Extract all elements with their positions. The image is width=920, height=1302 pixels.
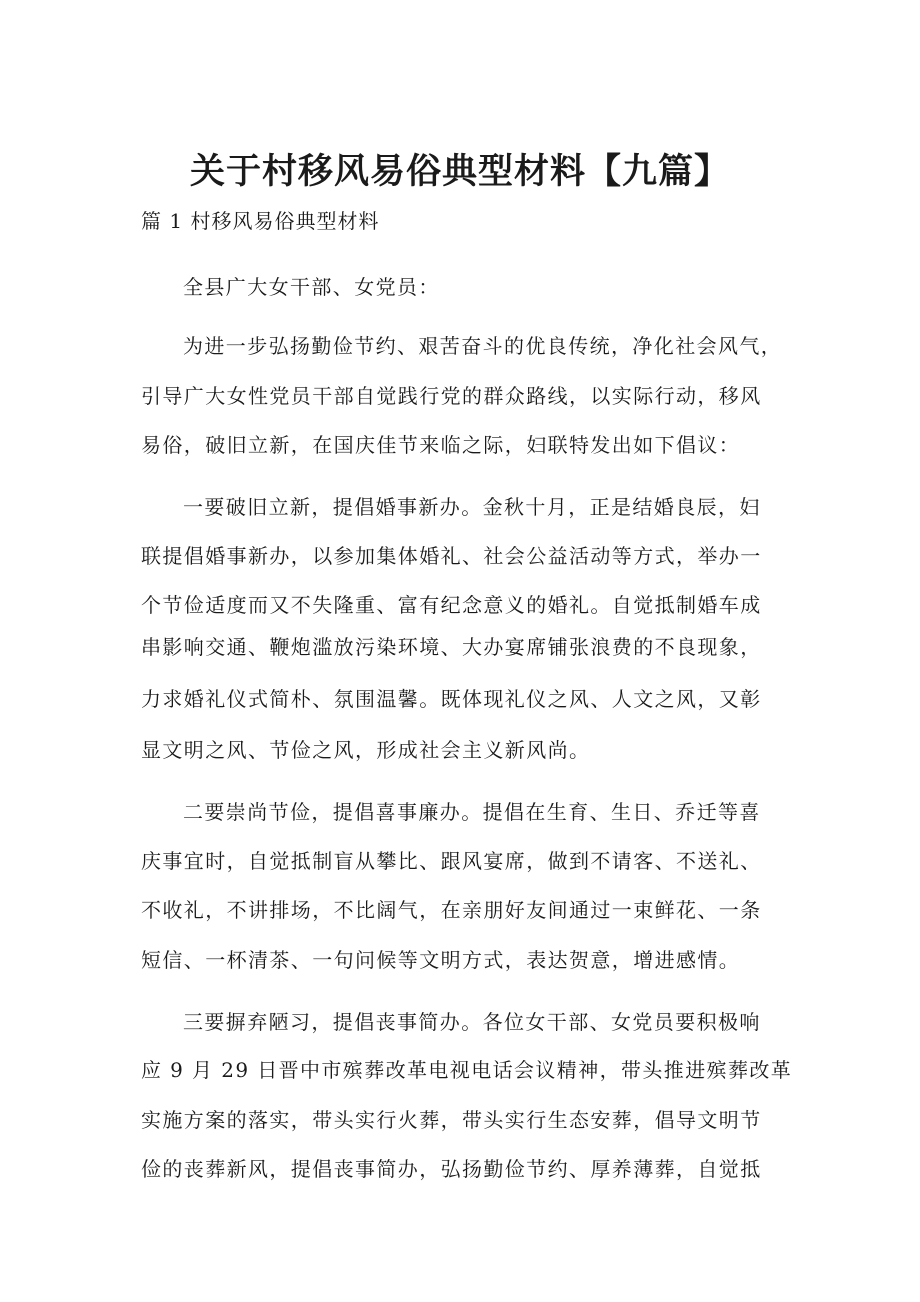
paragraph-line: 应 9 月 29 日晋中市殡葬改革电视电话会议精神，带头推进殡葬改革 <box>141 1058 793 1082</box>
paragraph-line: 联提倡婚事新办，以参加集体婚礼、社会公益活动等方式，举办一 <box>141 544 762 568</box>
paragraph-line: 力求婚礼仪式简朴、氛围温馨。既体现礼仪之风、人文之风，又彰 <box>141 687 762 711</box>
paragraph-line: 三要摒弃陋习，提倡丧事简办。各位女干部、女党员要积极响 <box>183 1010 761 1034</box>
document-title: 关于村移风易俗典型材料【九篇】 <box>189 151 730 192</box>
paragraph-line: 实施方案的落实，带头实行火葬，带头实行生态安葬，倡导文明节 <box>141 1108 762 1132</box>
paragraph-line: 个节俭适度而又不失隆重、富有纪念意义的婚礼。自觉抵制婚车成 <box>141 593 762 617</box>
paragraph-line: 不收礼，不讲排场，不比阔气，在亲朋好友间通过一束鲜花、一条 <box>141 898 762 922</box>
paragraph-line: 俭的丧葬新风，提倡丧事简办，弘扬勤俭节约、厚养薄葬，自觉抵 <box>141 1157 762 1181</box>
paragraph-line: 易俗，破旧立新，在国庆佳节来临之际，妇联特发出如下倡议： <box>141 433 741 457</box>
paragraph-line: 一要破旧立新，提倡婚事新办。金秋十月，正是结婚良辰，妇 <box>183 495 761 519</box>
paragraph-line: 庆事宜时，自觉抵制盲从攀比、跟风宴席，做到不请客、不送礼、 <box>141 849 762 873</box>
paragraph-line: 引导广大女性党员干部自觉践行党的群众路线，以实际行动，移风 <box>141 384 762 408</box>
salutation-line: 全县广大女干部、女党员： <box>183 275 440 299</box>
paragraph-line: 显文明之风、节俭之风，形成社会主义新风尚。 <box>141 738 591 762</box>
paragraph-line: 二要崇尚节俭，提倡喜事廉办。提倡在生育、生日、乔迁等喜 <box>183 800 761 824</box>
paragraph-line: 为进一步弘扬勤俭节约、艰苦奋斗的优良传统，净化社会风气， <box>183 334 783 358</box>
paragraph-line: 串影响交通、鞭炮滥放污染环境、大办宴席铺张浪费的不良现象， <box>141 635 762 659</box>
paragraph-line: 短信、一杯清茶、一句问候等文明方式，表达贺意，增进感情。 <box>141 948 741 972</box>
section-heading: 篇 1 村移风易俗典型材料 <box>141 209 380 233</box>
